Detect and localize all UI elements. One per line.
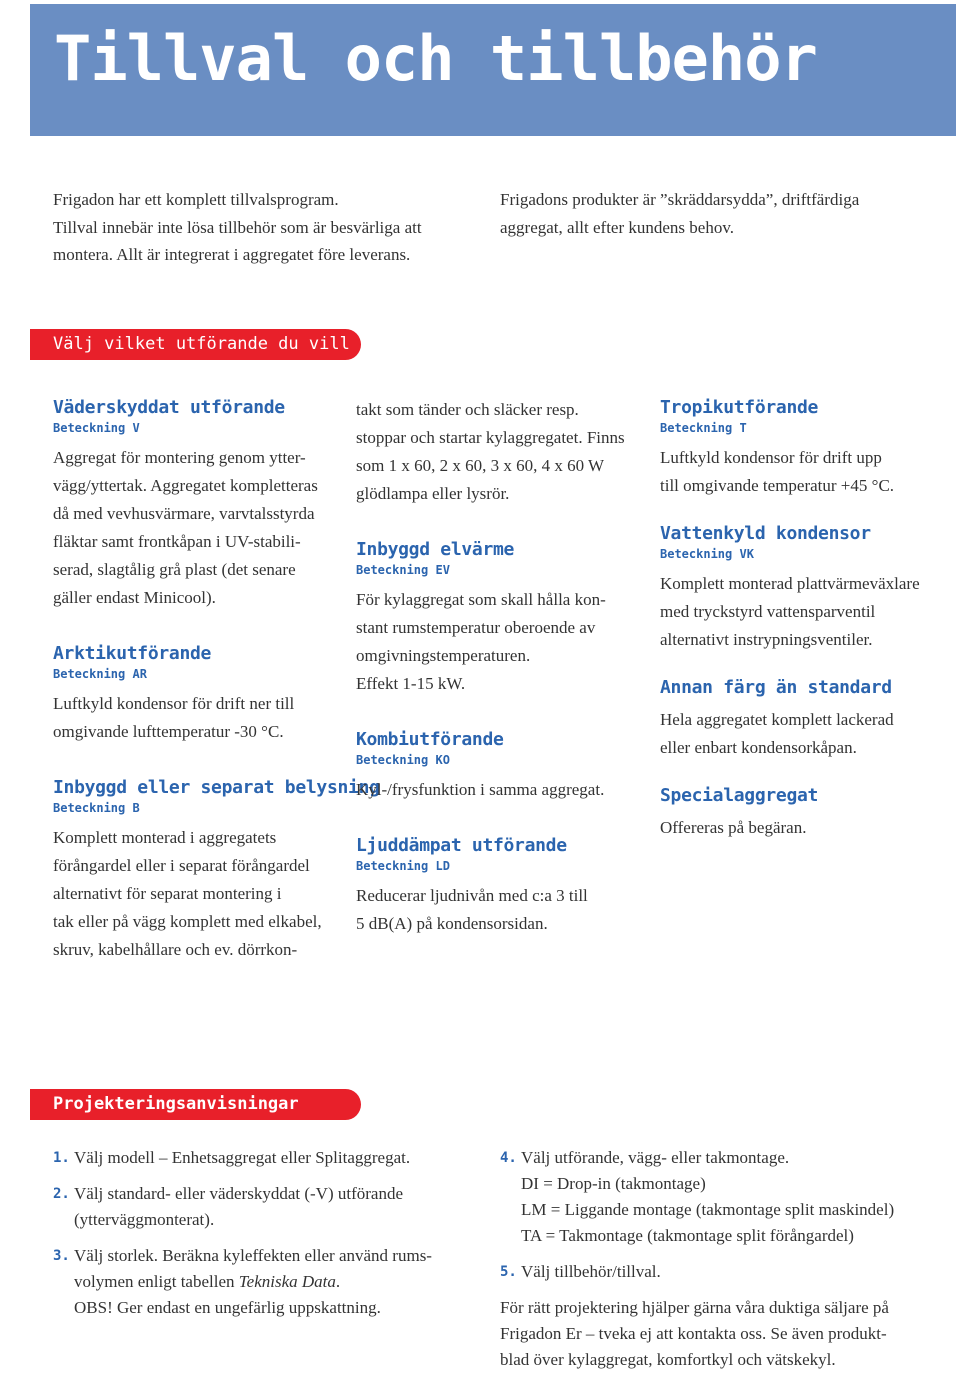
section-body-arktik <box>53 690 343 746</box>
closing-line: blad över kylaggregat, komfortkyl och vätskekyl. <box>500 1350 836 1369</box>
section-body-elvarme <box>356 586 646 698</box>
planning-step-5 <box>500 1259 940 1285</box>
body-line: tak eller på vägg komplett med elkabel, <box>53 912 322 931</box>
step-text-with-reference <box>53 1269 473 1295</box>
step-number: 5. <box>500 1264 517 1280</box>
planning-step-3 <box>53 1243 473 1321</box>
section-title-tropik: Tropikutförande <box>660 397 819 418</box>
body-line: stoppar och startar kylaggregatet. Finns <box>356 428 625 447</box>
step-number: 4. <box>500 1150 517 1166</box>
step-text: volymen enligt tabellen <box>74 1272 239 1291</box>
intro-line: Frigadons produkter är ”skräddarsydda”, driftfärdiga <box>500 190 860 209</box>
section-body-kombi <box>356 776 646 804</box>
section-title-belysning: Inbyggd eller separat belysning <box>53 777 380 798</box>
section-body-special <box>660 814 950 842</box>
step-subline: LM = Liggande montage (takmontage split maskindel) <box>521 1200 895 1219</box>
section-body-vattenkyld <box>660 570 950 654</box>
body-line: Luftkyld kondensor för drift ner till <box>53 694 295 713</box>
step-text: Välj storlek. Beräkna kyleffekten eller använd rums- <box>74 1246 432 1265</box>
section-code-vattenkyld: Beteckning VK <box>660 547 754 561</box>
body-line: omgivande lufttemperatur -30 °C. <box>53 722 284 741</box>
page-title: Tillval och tillbehör <box>54 22 817 95</box>
section-code-elvarme: Beteckning EV <box>356 563 450 577</box>
body-line: Komplett monterad i aggregatets <box>53 828 277 847</box>
body-line: Hela aggregatet komplett lackerad <box>660 710 894 729</box>
body-line: alternativt instrypningsventiler. <box>660 630 873 649</box>
planning-step-2 <box>53 1181 473 1233</box>
section-body-belysning-continued <box>356 396 646 508</box>
body-line: takt som tänder och släcker resp. <box>356 400 579 419</box>
step-text: Välj modell – Enhetsaggregat eller Splitaggregat. <box>74 1148 411 1167</box>
body-line: För kylaggregat som skall hålla kon- <box>356 590 606 609</box>
step-subline: DI = Drop-in (takmontage) <box>521 1174 706 1193</box>
body-line: till omgivande temperatur +45 °C. <box>660 476 895 495</box>
step-number: 1. <box>53 1150 70 1166</box>
intro-right <box>500 186 920 241</box>
planning-steps-right <box>500 1145 940 1373</box>
column-2 <box>356 396 646 938</box>
section-code-belysning: Beteckning B <box>53 801 140 815</box>
body-line: Komplett monterad plattvärmeväxlare <box>660 574 920 593</box>
body-line: vägg/yttertak. Aggregatet kompletteras <box>53 476 318 495</box>
body-line: omgivningstemperaturen. <box>356 646 531 665</box>
section-title-kombi: Kombiutförande <box>356 729 504 750</box>
step-text: Välj tillbehör/tillval. <box>521 1262 661 1281</box>
body-line: Kyl-/frysfunktion i samma aggregat. <box>356 780 605 799</box>
body-line: Effekt 1-15 kW. <box>356 674 466 693</box>
section-body-vaderskyddat <box>53 444 343 612</box>
section-title-ljuddampat: Ljuddämpat utförande <box>356 835 567 856</box>
closing-line: För rätt projektering hjälper gärna våra duktiga säljare på <box>500 1298 889 1317</box>
body-line: eller enbart kondensorkåpan. <box>660 738 857 757</box>
step-text: Välj utförande, vägg- eller takmontage. <box>521 1148 790 1167</box>
body-line: med tryckstyrd vattensparventil <box>660 602 876 621</box>
section-title-vattenkyld: Vattenkyld kondensor <box>660 523 871 544</box>
intro-line: aggregat, allt efter kundens behov. <box>500 217 734 237</box>
body-line: serad, slagtålig grå plast (det senare <box>53 560 296 579</box>
body-line: 5 dB(A) på kondensorsidan. <box>356 914 548 933</box>
column-3 <box>660 396 950 842</box>
planning-step-1 <box>53 1145 473 1171</box>
section-code-tropik: Beteckning T <box>660 421 747 435</box>
body-line: stant rumstemperatur oberoende av <box>356 618 596 637</box>
body-line: då med vevhusvärmare, varvtalsstyrda <box>53 504 315 523</box>
body-line: alternativt för separat montering i <box>53 884 282 903</box>
section-code-vaderskyddat: Beteckning V <box>53 421 140 435</box>
body-line: fläktar samt frontkåpan i UV-stabili- <box>53 532 301 551</box>
body-line: skruv, kabelhållare och ev. dörrkon- <box>53 940 298 959</box>
section-title-farg: Annan färg än standard <box>660 677 892 698</box>
section-code-kombi: Beteckning KO <box>356 753 450 767</box>
body-line: gäller endast Minicool). <box>53 588 216 607</box>
body-line: Aggregat för montering genom ytter- <box>53 448 306 467</box>
header-band <box>30 4 956 136</box>
step-note: OBS! Ger endast en ungefärlig uppskattning. <box>74 1298 381 1317</box>
intro-line: Tillval innebär inte lösa tillbehör som är besvärliga att <box>53 217 422 237</box>
body-line: som 1 x 60, 2 x 60, 3 x 60, 4 x 60 W <box>356 456 605 475</box>
body-line: Reducerar ljudnivån med c:a 3 till <box>356 886 588 905</box>
body-line: förångardel eller i separat förångardel <box>53 856 310 875</box>
step-text: Välj standard- eller väderskyddat (-V) utförande <box>74 1184 404 1203</box>
body-line: Offereras på begäran. <box>660 818 807 837</box>
intro-line: Frigadon har ett komplett tillvalsprogram. <box>53 190 339 209</box>
section-body-ljuddampat <box>356 882 646 938</box>
section-code-arktik: Beteckning AR <box>53 667 147 681</box>
step-subline: TA = Takmontage (takmontage split förångardel) <box>521 1226 854 1245</box>
planning-steps-left <box>53 1145 473 1331</box>
step-text: . <box>335 1272 341 1291</box>
closing-line: Frigadon Er – tveka ej att kontakta oss. Se även produkt- <box>500 1324 887 1343</box>
choose-banner: Välj vilket utförande du vill ha <box>30 329 361 360</box>
planning-step-4 <box>500 1145 940 1249</box>
planning-banner: Projekteringsanvisningar <box>30 1089 361 1120</box>
step-text: (ytterväggmonterat). <box>74 1210 215 1229</box>
table-reference: Tekniska Data <box>238 1272 336 1291</box>
step-number: 3. <box>53 1248 70 1264</box>
body-line: glödlampa eller lysrör. <box>356 484 510 503</box>
section-title-vaderskyddat: Väderskyddat utförande <box>53 397 285 418</box>
closing-paragraph <box>500 1295 940 1373</box>
intro-left <box>53 186 473 269</box>
section-title-elvarme: Inbyggd elvärme <box>356 539 515 560</box>
column-1 <box>53 396 380 964</box>
section-code-ljuddampat: Beteckning LD <box>356 859 450 873</box>
intro-line: montera. Allt är integrerat i aggregatet före leverans. <box>53 245 411 264</box>
section-body-farg <box>660 706 950 762</box>
section-title-special: Specialaggregat <box>660 785 819 806</box>
section-title-arktik: Arktikutförande <box>53 643 212 664</box>
section-body-belysning <box>53 824 343 964</box>
body-line: Luftkyld kondensor för drift upp <box>660 448 882 467</box>
section-body-tropik <box>660 444 950 500</box>
step-number: 2. <box>53 1186 70 1202</box>
